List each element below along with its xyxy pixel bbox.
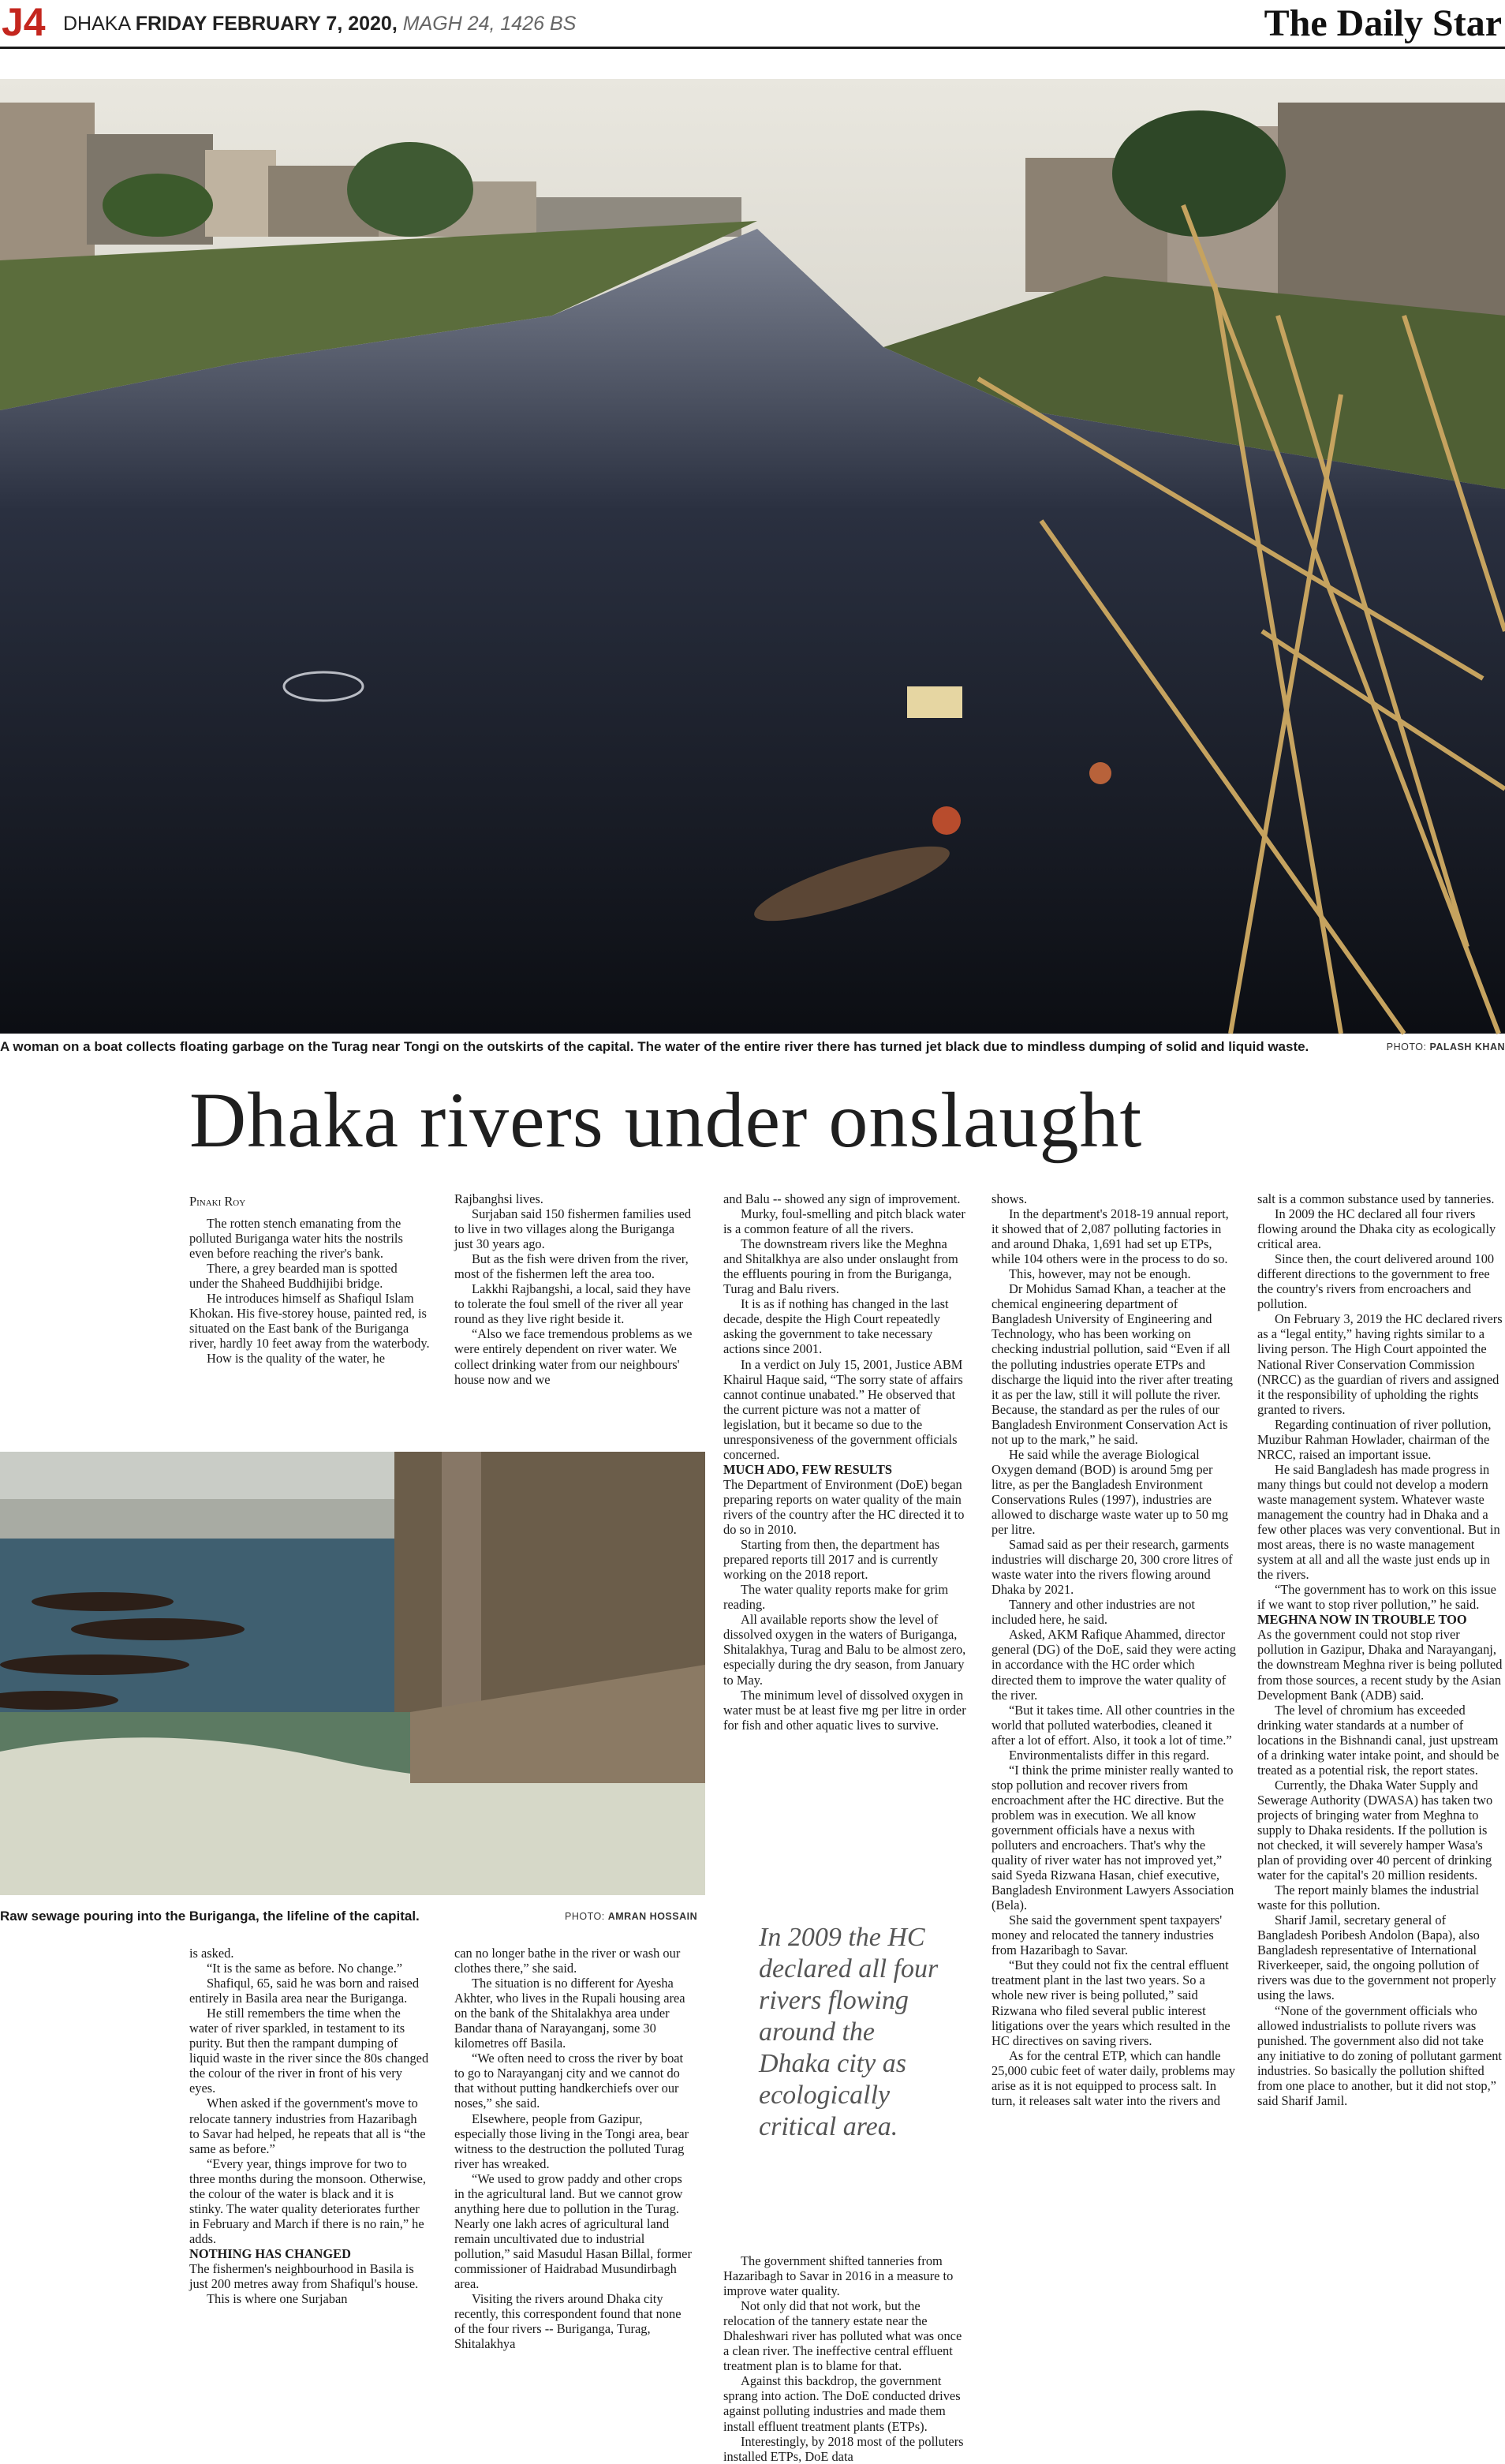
paragraph: Since then, the court delivered around 100 different directions to the government to free the country's rivers from encroachers and pollution.: [1257, 1251, 1495, 1312]
subheading: MUCH ADO, FEW RESULTS: [723, 1461, 893, 1477]
paragraph: This, however, may not be enough.: [1009, 1266, 1191, 1282]
byline: Pinaki Roy: [189, 1194, 246, 1209]
paragraph: Against this backdrop, the government sprang into action. The DoE conducted drives against polluting industries and made them install effluent treatment plants (ETPs).: [723, 2373, 961, 2434]
paragraph: The Department of Environment (DoE) began preparing reports on water quality of the main rivers of the country after the HC directed it to do so in 2010.: [723, 1476, 965, 1538]
paragraph: On February 3, 2019 the HC declared rivers as a “legal entity,” having rights similar to a living person. The High Court appointed the National River Conservation Commission (NRCC) as the guardian of rivers and assigned it the responsibility of upholding the rights granted to rivers.: [1257, 1311, 1503, 1417]
paragraph: All available reports show the level of dissolved oxygen in the waters of Buriganga, Shitalakhya, Turag and Balu to be almost zero, especially during the dry season, from January to May.: [723, 1612, 966, 1688]
paragraph: Surjaban said 150 fishermen families used to live in two villages along the Buriganga just 30 years ago.: [454, 1206, 692, 1252]
paragraph: Shafiqul, 65, said he was born and raised entirely in Basila area near the Buriganga.: [189, 1976, 420, 2006]
dateline: [63, 11, 576, 36]
paragraph: He said while the average Biological Oxygen demand (BOD) is around 5mg per litre, as per the Bangladesh Environment Conservations Rules (1997), industries are allowed to discharge waste water up to 50 mg per litre.: [992, 1446, 1229, 1538]
paragraph: The government shifted tanneries from Hazaribagh to Savar in 2016 in a measure to improve water quality.: [723, 2253, 954, 2299]
paragraph: salt is a common substance used by tanneries.: [1257, 1191, 1495, 1206]
column-3-bottom: [723, 2253, 968, 2464]
dateline-bangla: MAGH 24, 1426 BS: [402, 13, 577, 35]
paragraph: There, a grey bearded man is spotted under the Shaheed Buddhijibi bridge.: [189, 1261, 398, 1292]
paragraph: “We often need to cross the river by boat to go to Narayanganj city and we cannot do that without putting handkerchiefs over our noses,” she said.: [454, 2051, 684, 2111]
main-photo-credit-label: PHOTO:: [1386, 1041, 1427, 1053]
paragraph: and Balu -- showed any sign of improvement.: [723, 1191, 961, 1206]
paragraph: is asked.: [189, 1946, 234, 1961]
paragraph: Elsewhere, people from Gazipur, especially those living in the Tongi area, bear witness to the destruction the polluted Turag river has wreaked.: [454, 2111, 689, 2171]
paragraph: The rotten stench emanating from the polluted Buriganga water hits the nostrils even before reaching the river's bank.: [189, 1216, 403, 1262]
paragraph: As for the central ETP, which can handle 25,000 cubic feet of water daily, problems may arise as it is not equipped to process salt. In turn, it releases salt water into the rivers and: [992, 2047, 1235, 2108]
column-1-top: [189, 1194, 430, 1367]
paragraph: The level of chromium has exceeded drinking water standards at a number of locations in the Bishnandi canal, just upstream of a drinking water intake point, and should be treated as a potential risk, the report states.: [1257, 1702, 1499, 1778]
paragraph: He said Bangladesh has made progress in many things but could not develop a modern waste management system. Whatever waste management the country had in Dhaka and a few other places was very conventional. But in most areas, there is no waste management system at all and all the waste just ends up in the rivers.: [1257, 1461, 1500, 1583]
secondary-photo: [0, 1452, 705, 1895]
paragraph: “But they could not fix the central effluent treatment plant in the last two years. So a whole new river is being polluted,” said Rizwana who filed several public interest litigations over the years which resulted in the HC directives on saving rivers.: [992, 1957, 1231, 2048]
paragraph: Currently, the Dhaka Water Supply and Sewerage Authority (DWASA) has taken two projects of bringing water from Meghna to supply to Dhaka residents. If the pollution is not checked, it will severely hamper Wasa's plan of providing over 40 percent of drinking water for the capital's 20 million residents.: [1257, 1777, 1493, 1883]
paragraph: “I think the prime minister really wanted to stop pollution and recover rivers from encroachment after the HC directive. But the problem was in execution. We all know government officials have a nexus with polluters and encroachers. That's why the quality of river water has not improved yet,” said Syeda Rizwana Hasan, chief executive, Bangladesh Environment Lawyers Association (Bela).: [992, 1762, 1234, 1913]
secondary-photo-credit-label: PHOTO:: [565, 1911, 605, 1922]
paragraph: As the government could not stop river pollution in Gazipur, Dhaka and Narayanganj, the downstream Meghna river is being polluted from those sources, a recent study by the Asian Development Bank (ADB) said.: [1257, 1627, 1503, 1703]
column-1-bottom: [189, 1946, 430, 2306]
paragraph: In 2009 the HC declared all four rivers flowing around the Dhaka city as ecologically critical area.: [1257, 1206, 1496, 1252]
masthead: [0, 0, 1505, 49]
headline: Dhaka rivers under onslaught: [189, 1076, 1143, 1164]
column-3-top: [723, 1191, 968, 1733]
subheading: MEGHNA NOW IN TROUBLE TOO: [1257, 1612, 1467, 1628]
paragraph: Murky, foul-smelling and pitch black water is a common feature of all the rivers.: [723, 1206, 965, 1237]
paragraph: The fishermen's neighbourhood in Basila is just 200 metres away from Shafiqul's house.: [189, 2260, 419, 2292]
main-photo-caption: A woman on a boat collects floating garbage on the Turag near Tongi on the outskirts of the capital. The water of the entire river there has turned jet black due to mindless dumping of solid and liquid waste.: [0, 1039, 1309, 1054]
column-2-bottom: [454, 1946, 695, 2351]
paragraph: “We used to grow paddy and other crops in the agricultural land. But we cannot grow anything here due to pollution in the Turag. Nearly one lakh acres of agricultural land remain uncultivated due to industrial pollution,” said Masudul Hasan Billal, former commissioner of Haidrabad Musundirbagh area.: [454, 2170, 692, 2292]
main-photo-credit: [1387, 1038, 1505, 1056]
paragraph: “None of the government officials who allowed industrialists to pollute rivers was punished. The government also did not take any initiative to do zoning of pollutant garment industries. So basically the pollution shifted from one place to another, but it did not stop,” said Sharif Jamil.: [1257, 2002, 1502, 2108]
paragraph: can no longer bathe in the river or wash our clothes there,” she said.: [454, 1946, 681, 1976]
secondary-photo-caption: Raw sewage pouring into the Buriganga, the lifeline of the capital.: [0, 1909, 420, 1924]
dateline-city: DHAKA: [63, 13, 130, 35]
paragraph: “It is the same as before. No change.”: [207, 1961, 403, 1976]
paragraph: Rajbanghsi lives.: [454, 1191, 543, 1206]
paragraph: shows.: [992, 1191, 1028, 1206]
paragraph: In a verdict on July 15, 2001, Justice ABM Khairul Haque said, “The sorry state of affairs cannot continue unabated.” He observed that the current picture was not a matter of legislation, but it became so due to the unresponsiveness of the government officials concerned.: [723, 1356, 963, 1462]
main-photo-credit-name: PALASH KHAN: [1429, 1041, 1505, 1053]
paragraph: The downstream rivers like the Meghna and Shitalkhya are also under onslaught from the effluents pouring in from the Buriganga, Turag and Balu rivers.: [723, 1236, 958, 1297]
paragraph: This is where one Surjaban: [207, 2291, 348, 2307]
paragraph: The water quality reports make for grim reading.: [723, 1582, 949, 1613]
paragraph: Tannery and other industries are not included here, he said.: [992, 1597, 1195, 1628]
paragraph: Visiting the rivers around Dhaka city recently, this correspondent found that none of the four rivers -- Buriganga, Turag, Shitalakhya: [454, 2291, 682, 2352]
secondary-photo-credit: [565, 1908, 697, 1925]
paragraph: She said the government spent taxpayers' money and relocated the tannery industries from Hazaribagh to Savar.: [992, 1912, 1223, 1958]
paragraph: Environmentalists differ in this regard.: [1009, 1747, 1210, 1763]
brand-logo: The Daily Star: [1264, 2, 1502, 44]
secondary-photo-credit-name: AMRAN HOSSAIN: [607, 1911, 698, 1922]
paragraph: Not only did that not work, but the relocation of the tannery estate near the Dhaleshwari river has polluted what was once a clean river. The ineffective central effluent treatment plan is to blame for that.: [723, 2298, 962, 2374]
paragraph: He introduces himself as Shafiqul Islam Khokan. His five-storey house, painted red, is situated on the East bank of the Buriganga river, hardly 10 feet away from the waterbody.: [189, 1291, 430, 1352]
paragraph: The minimum level of dissolved oxygen in water must be at least five mg per litre in order for fish and other aquatic lives to survive.: [723, 1687, 966, 1733]
paragraph: Samad said as per their research, garments industries will discharge 20, 300 crore litres of waste water into the rivers flowing around Dhaka by 2021.: [992, 1537, 1233, 1598]
paragraph: Sharif Jamil, secretary general of Bangladesh Poribesh Andolon (Bapa), also Bangladesh representative of International Riverkeeper, said, the ongoing pollution of rivers was due to the government not properly using the laws.: [1257, 1912, 1496, 2003]
paragraph: Lakkhi Rajbangshi, a local, said they have to tolerate the foul smell of the river all year round as they live right beside it.: [454, 1281, 691, 1327]
paragraph: “Every year, things improve for two to three months during the monsoon. Otherwise, the colour of the water is black and it is stinky. The water quality deteriorates further in February and March if there is no rain,” he adds.: [189, 2156, 426, 2246]
paragraph: “But it takes time. All other countries in the world that polluted waterbodies, cleaned it after a lot of effort. Also, it took a lot of time.”: [992, 1702, 1235, 1748]
paragraph: It is as if nothing has changed in the last decade, despite the High Court repeatedly asking the government to take necessary actions since 2001.: [723, 1296, 949, 1357]
dateline-date: FRIDAY FEBRUARY 7, 2020,: [135, 13, 398, 35]
column-4: [992, 1191, 1236, 2108]
page-number: J4: [2, 0, 46, 44]
paragraph: The report mainly blames the industrial waste for this pollution.: [1257, 1883, 1479, 1913]
paragraph: When asked if the government's move to relocate tannery industries from Hazaribagh to Savar had helped, he repeats that all is “the same as before.”: [189, 2096, 426, 2156]
column-2-top: [454, 1191, 695, 1387]
paragraph: “Also we face tremendous problems as we were entirely dependent on river water. We collect drinking water from our neighbours' house now and we: [454, 1326, 693, 1387]
column-5: [1257, 1191, 1503, 2108]
paragraph: Asked, AKM Rafique Ahammed, director general (DG) of the DoE, said they were acting in accordance with the HC order which directed them to improve the water quality of the river.: [992, 1627, 1236, 1703]
subheading: NOTHING HAS CHANGED: [189, 2245, 351, 2261]
paragraph: Dr Mohidus Samad Khan, a teacher at the chemical engineering department of Bangladesh University of Engineering and Technology, who has been working on checking industrial pollution, said “Even if all the polluting industries operate ETPs and discharge the liquid into the river after treating it as per the law, still it will pollute the river. Because, the standard as per the rules of our Bangladesh Environment Conservation Act is not up to the mark,” he said.: [992, 1281, 1234, 1447]
paragraph: Interestingly, by 2018 most of the polluters installed ETPs, DoE data: [723, 2433, 964, 2464]
paragraph: He still remembers the time when the water of river sparkled, in testament to its purity. But then the rampant dumping of liquid waste in the river since the 80s changed the colour of the river in front of his very eyes.: [189, 2006, 429, 2096]
paragraph: But as the fish were driven from the river, most of the fishermen left the area too.: [454, 1251, 689, 1282]
paragraph: In the department's 2018-19 annual report, it showed that of 2,087 polluting factories in and around Dhaka, 1,691 had set up ETPs, while 104 others were in the process to do so.: [992, 1206, 1229, 1267]
column-1-top-body: [189, 1216, 430, 1366]
paragraph: Starting from then, the department has prepared reports till 2017 and is currently working on the 2018 report.: [723, 1537, 940, 1583]
paragraph: How is the quality of the water, he: [207, 1351, 386, 1367]
paragraph: Regarding continuation of river pollution, Muzibur Rahman Howlader, chairman of the NRCC, raised an important issue.: [1257, 1416, 1492, 1462]
pull-quote: In 2009 the HC declared all four rivers flowing around the Dhaka city as ecologically critical area.: [759, 1923, 939, 2141]
paragraph: “The government has to work on this issue if we want to stop river pollution,” he said.: [1257, 1582, 1496, 1613]
main-photo: [0, 79, 1505, 1034]
paragraph: The situation is no different for Ayesha Akhter, who lives in the Rupali housing area on the bank of the Shitalakhya area under Bandar thana of Narayanganj, some 30 kilometres off Basila.: [454, 1976, 685, 2051]
